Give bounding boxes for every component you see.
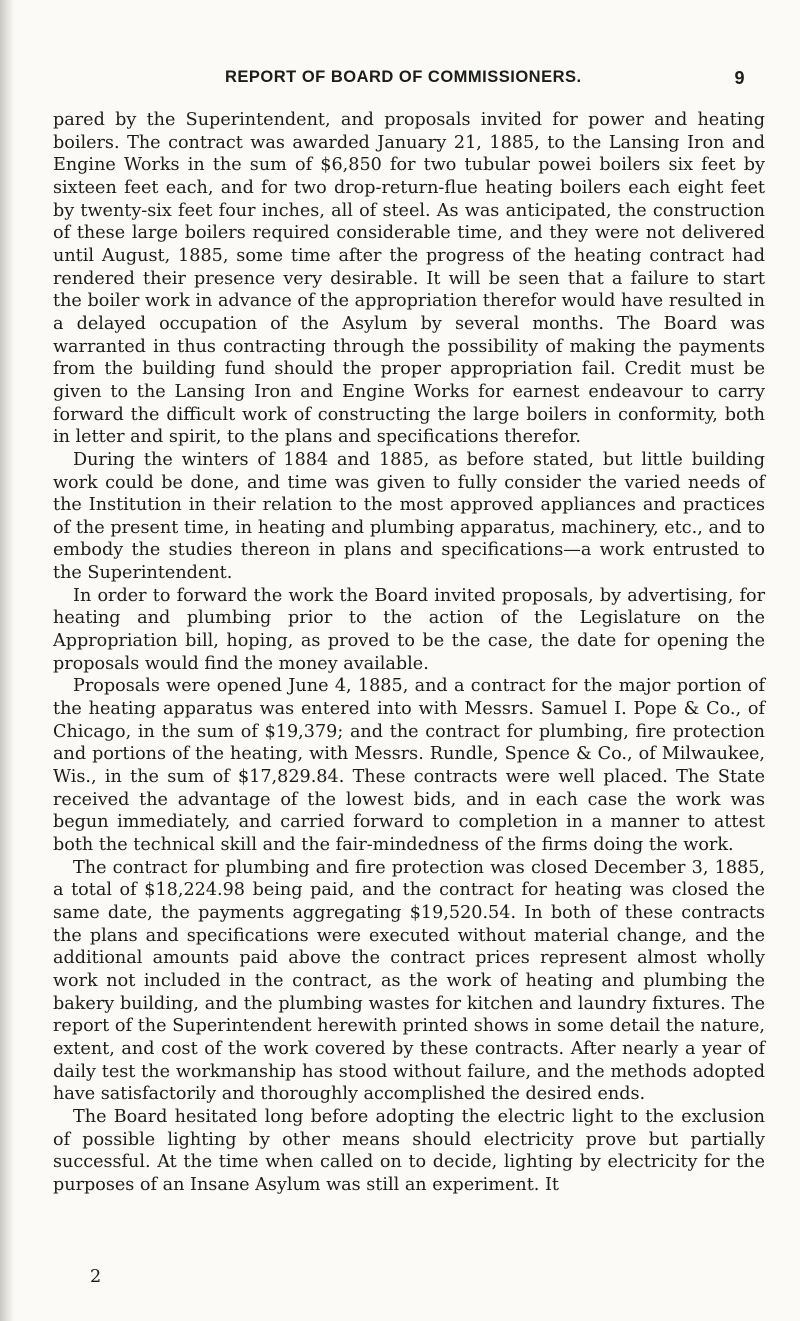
header-title: REPORT OF BOARD OF COMMISSIONERS.	[225, 68, 582, 86]
paragraph-3: In order to forward the work the Board invited proposals, by advertising, for heating and plumbing prior to the action of the Legislature on the Appropriation bill, hoping, as proved to be the case, the date for opening the proposals would find the money available.	[53, 585, 765, 674]
page-edge-shadow	[0, 0, 14, 1321]
paragraph-2: During the winters of 1884 and 1885, as before stated, but little building work could be done, and time was given to fully consider the varied needs of the Institution in their relation to the most approved appliances and practices of the present time, in heating and plumbing apparatus, machinery, etc., and to embody the studies thereon in plans and specifications—a work entrusted to the Superintendent.	[53, 449, 765, 584]
paragraph-1: pared by the Superintendent, and proposals invited for power and heating boilers. The contract was awarded January 21, 1885, to the Lansing Iron and Engine Works in the sum of $6,850 for two tubular powei boilers six feet by sixteen feet each, and for two drop-return-flue heating boilers each eight feet by twenty-six feet four inches, all of steel. As was anticipated, the construction of these large boilers required considerable time, and they were not delivered until August, 1885, some time after the progress of the heating contract had rendered their presence very desirable. It will be seen that a failure to start the boiler work in advance of the appropriation therefor would have resulted in a delayed occupation of the Asylum by several months. The Board was warranted in thus contracting through the possibility of making the payments from the building fund should the proper appropriation fail. Credit must be given to the Lansing Iron and Engine Works for earnest endeavour to carry forward the difficult work of constructing the large boilers in conformity, both in letter and spirit, to the plans and specifications therefor.	[53, 110, 765, 448]
body-text	[53, 109, 765, 1197]
paragraph-5: The contract for plumbing and fire protection was closed December 3, 1885, a total of $18,224.98 being paid, and the contract for heating was closed the same date, the payments aggregating $19,520.54. In both of these contracts the plans and specifications were executed without material change, and the additional amounts paid above the contract prices represent almost wholly work not included in the contract, as the work of heating and plumbing the bakery building, and the plumbing wastes for kitchen and laundry fixtures. The report of the Superintendent herewith printed shows in some detail the nature, extent, and cost of the work covered by these contracts. After nearly a year of daily test the workmanship has stood without failure, and the methods adopted have satisfactorily and thoroughly accomplished the desired ends.	[53, 857, 765, 1105]
page-number: 9	[734, 68, 745, 88]
paragraph-6: The Board hesitated long before adopting the electric light to the exclusion of possible lighting by other means should electricity prove but partially successful. At the time when called on to decide, lighting by electricity for the purposes of an Insane Asylum was still an experiment. It	[53, 1106, 765, 1195]
paragraph-4: Proposals were opened June 4, 1885, and a contract for the major portion of the heating apparatus was entered into with Messrs. Samuel I. Pope & Co., of Chicago, in the sum of $19,379; and the contract for plumbing, fire protection and portions of the heating, with Messrs. Rundle, Spence & Co., of Milwaukee, Wis., in the sum of $17,829.84. These contracts were well placed. The State received the advantage of the lowest bids, and in each case the work was begun immediately, and carried forward to completion in a manner to attest both the technical skill and the fair-mindedness of the firms doing the work.	[53, 676, 765, 855]
signature-mark: 2	[90, 1267, 102, 1287]
running-header	[225, 68, 745, 92]
